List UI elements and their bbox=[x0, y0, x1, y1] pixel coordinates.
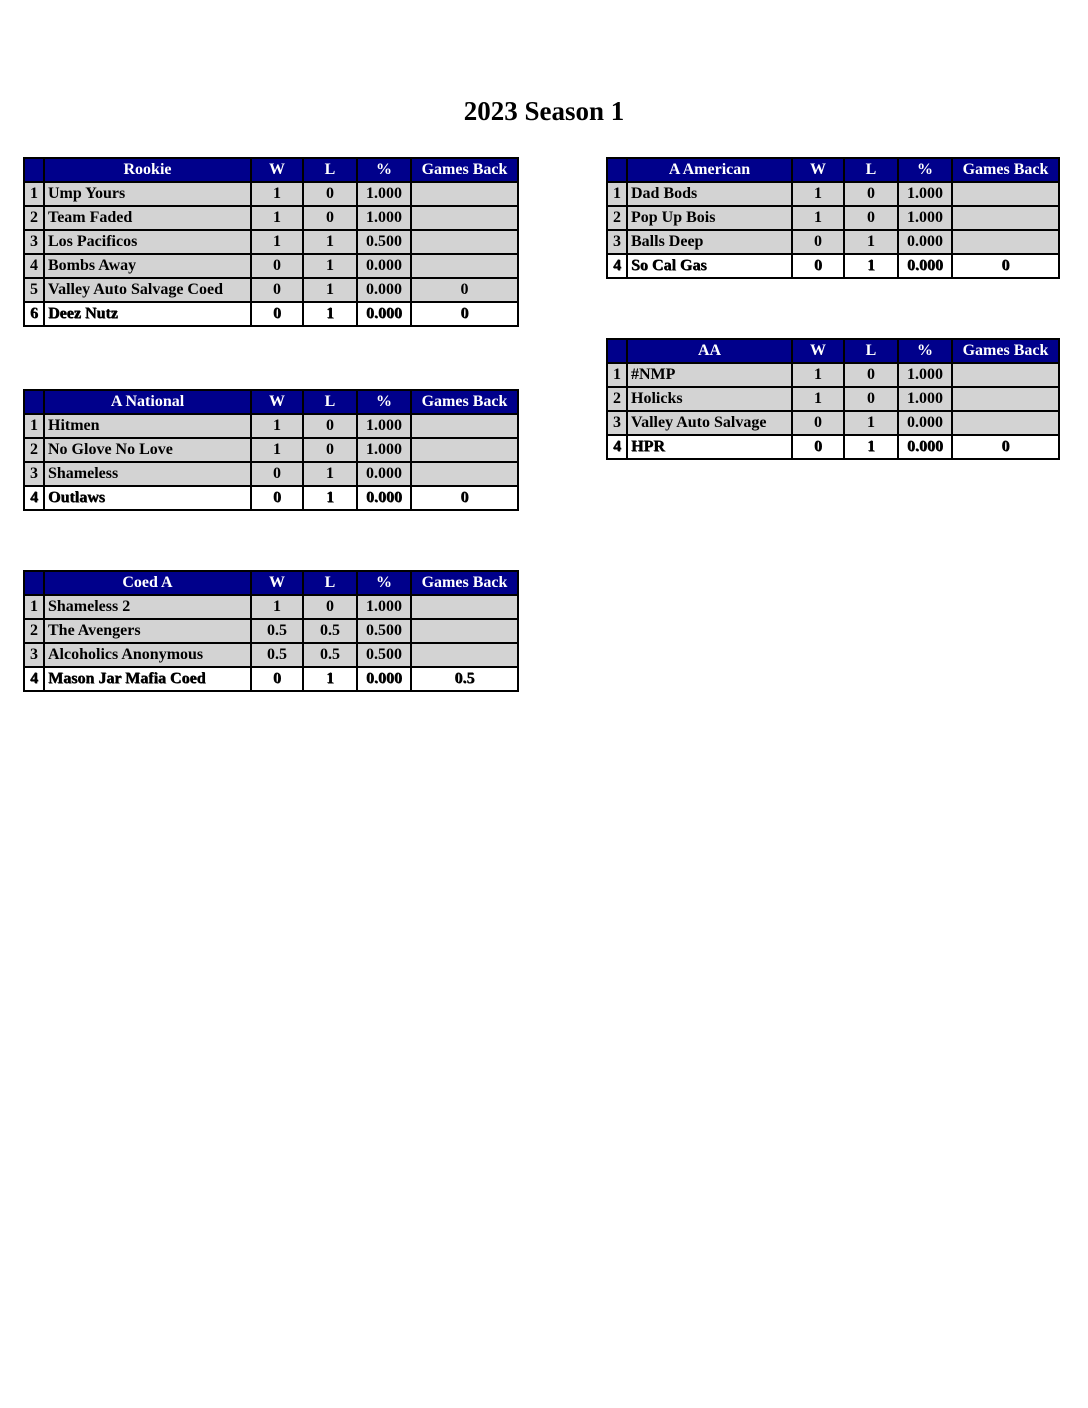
win-pct-cell: 1.000 bbox=[357, 595, 411, 619]
rank-cell: 1 bbox=[607, 363, 627, 387]
rank-header-cell bbox=[607, 339, 627, 363]
team-name-cell: Team Faded bbox=[44, 206, 251, 230]
team-row bbox=[607, 363, 1059, 387]
losses-cell: 1 bbox=[303, 230, 357, 254]
column-header-l: L bbox=[303, 158, 357, 182]
losses-cell: 1 bbox=[303, 667, 357, 691]
team-row bbox=[607, 182, 1059, 206]
standings-table-a-american bbox=[606, 157, 1060, 279]
team-row bbox=[24, 619, 518, 643]
column-header-w: W bbox=[792, 158, 844, 182]
team-row bbox=[24, 206, 518, 230]
wins-cell: 0 bbox=[792, 254, 844, 278]
column-header-pct: % bbox=[898, 158, 952, 182]
team-name-cell: The Avengers bbox=[44, 619, 251, 643]
losses-cell: 1 bbox=[844, 230, 898, 254]
team-row bbox=[24, 486, 518, 510]
team-name-cell: Pop Up Bois bbox=[627, 206, 792, 230]
losses-cell: 0 bbox=[303, 206, 357, 230]
team-name-cell: Holicks bbox=[627, 387, 792, 411]
rank-cell: 6 bbox=[24, 302, 44, 326]
win-pct-cell: 0.000 bbox=[898, 411, 952, 435]
wins-cell: 0 bbox=[251, 486, 303, 510]
team-name-cell: Bombs Away bbox=[44, 254, 251, 278]
column-header-l: L bbox=[844, 158, 898, 182]
team-row bbox=[24, 182, 518, 206]
wins-cell: 0 bbox=[251, 462, 303, 486]
win-pct-cell: 1.000 bbox=[357, 438, 411, 462]
team-row bbox=[24, 667, 518, 691]
column-header-games-back: Games Back bbox=[411, 158, 518, 182]
win-pct-cell: 0.000 bbox=[357, 462, 411, 486]
team-row bbox=[607, 254, 1059, 278]
games-back-cell: 0.5 bbox=[411, 667, 518, 691]
games-back-cell bbox=[411, 230, 518, 254]
column-header-l: L bbox=[303, 571, 357, 595]
column-header-games-back: Games Back bbox=[411, 390, 518, 414]
team-row bbox=[24, 302, 518, 326]
column-header-games-back: Games Back bbox=[952, 158, 1059, 182]
win-pct-cell: 0.500 bbox=[357, 619, 411, 643]
win-pct-cell: 0.000 bbox=[357, 486, 411, 510]
rank-header-cell bbox=[24, 158, 44, 182]
win-pct-cell: 0.500 bbox=[357, 643, 411, 667]
wins-cell: 1 bbox=[251, 438, 303, 462]
losses-cell: 1 bbox=[303, 254, 357, 278]
win-pct-cell: 1.000 bbox=[357, 206, 411, 230]
column-header-w: W bbox=[251, 158, 303, 182]
losses-cell: 0.5 bbox=[303, 643, 357, 667]
team-row bbox=[607, 435, 1059, 459]
team-name-cell: Shameless 2 bbox=[44, 595, 251, 619]
rank-cell: 2 bbox=[607, 387, 627, 411]
wins-cell: 0 bbox=[251, 302, 303, 326]
wins-cell: 0 bbox=[792, 411, 844, 435]
wins-cell: 0 bbox=[251, 254, 303, 278]
standings-table-aa bbox=[606, 338, 1060, 460]
team-row bbox=[24, 462, 518, 486]
wins-cell: 1 bbox=[251, 414, 303, 438]
games-back-cell: 0 bbox=[411, 278, 518, 302]
page-title: 2023 Season 1 bbox=[463, 96, 625, 126]
division-name: A National bbox=[44, 390, 251, 414]
team-row bbox=[24, 438, 518, 462]
wins-cell: 0.5 bbox=[251, 643, 303, 667]
games-back-cell bbox=[411, 438, 518, 462]
column-header-pct: % bbox=[898, 339, 952, 363]
team-name-cell: Shameless bbox=[44, 462, 251, 486]
losses-cell: 0 bbox=[844, 363, 898, 387]
rank-cell: 1 bbox=[607, 182, 627, 206]
games-back-cell bbox=[952, 230, 1059, 254]
team-name-cell: Los Pacificos bbox=[44, 230, 251, 254]
games-back-cell bbox=[952, 387, 1059, 411]
wins-cell: 0 bbox=[792, 230, 844, 254]
games-back-cell bbox=[411, 595, 518, 619]
games-back-cell bbox=[952, 206, 1059, 230]
games-back-cell bbox=[411, 643, 518, 667]
standings-table-coed-a bbox=[23, 570, 519, 692]
rank-cell: 1 bbox=[24, 595, 44, 619]
win-pct-cell: 1.000 bbox=[357, 414, 411, 438]
column-header-l: L bbox=[844, 339, 898, 363]
games-back-cell bbox=[411, 619, 518, 643]
games-back-cell: 0 bbox=[952, 254, 1059, 278]
rank-header-cell bbox=[24, 571, 44, 595]
games-back-cell bbox=[952, 182, 1059, 206]
column-header-l: L bbox=[303, 390, 357, 414]
losses-cell: 0 bbox=[844, 387, 898, 411]
team-row bbox=[607, 387, 1059, 411]
losses-cell: 0 bbox=[844, 206, 898, 230]
rank-header-cell bbox=[24, 390, 44, 414]
team-row bbox=[24, 595, 518, 619]
wins-cell: 1 bbox=[251, 230, 303, 254]
team-name-cell: Dad Bods bbox=[627, 182, 792, 206]
team-row bbox=[607, 230, 1059, 254]
losses-cell: 1 bbox=[844, 254, 898, 278]
losses-cell: 0 bbox=[303, 182, 357, 206]
team-row bbox=[24, 278, 518, 302]
rank-cell: 2 bbox=[24, 206, 44, 230]
losses-cell: 1 bbox=[303, 462, 357, 486]
team-row bbox=[24, 254, 518, 278]
games-back-cell: 0 bbox=[411, 486, 518, 510]
rank-cell: 2 bbox=[24, 438, 44, 462]
column-header-w: W bbox=[251, 390, 303, 414]
wins-cell: 0 bbox=[792, 435, 844, 459]
team-name-cell: No Glove No Love bbox=[44, 438, 251, 462]
team-name-cell: Ump Yours bbox=[44, 182, 251, 206]
division-name: AA bbox=[627, 339, 792, 363]
team-name-cell: So Cal Gas bbox=[627, 254, 792, 278]
team-name-cell: Alcoholics Anonymous bbox=[44, 643, 251, 667]
division-name: Rookie bbox=[44, 158, 251, 182]
losses-cell: 1 bbox=[303, 302, 357, 326]
rank-cell: 3 bbox=[607, 230, 627, 254]
wins-cell: 0 bbox=[251, 278, 303, 302]
win-pct-cell: 0.000 bbox=[357, 254, 411, 278]
wins-cell: 0.5 bbox=[251, 619, 303, 643]
standings-table-rookie bbox=[23, 157, 519, 327]
win-pct-cell: 0.000 bbox=[898, 230, 952, 254]
team-name-cell: Balls Deep bbox=[627, 230, 792, 254]
games-back-cell bbox=[411, 254, 518, 278]
losses-cell: 1 bbox=[844, 435, 898, 459]
losses-cell: 0 bbox=[303, 438, 357, 462]
column-header-pct: % bbox=[357, 158, 411, 182]
header-row bbox=[24, 158, 518, 182]
losses-cell: 0 bbox=[303, 595, 357, 619]
rank-cell: 4 bbox=[607, 254, 627, 278]
division-name: A American bbox=[627, 158, 792, 182]
header-row bbox=[607, 339, 1059, 363]
games-back-cell bbox=[952, 411, 1059, 435]
header-row bbox=[607, 158, 1059, 182]
win-pct-cell: 0.000 bbox=[357, 667, 411, 691]
team-row bbox=[24, 230, 518, 254]
rank-cell: 2 bbox=[607, 206, 627, 230]
rank-cell: 1 bbox=[24, 182, 44, 206]
division-name: Coed A bbox=[44, 571, 251, 595]
team-name-cell: #NMP bbox=[627, 363, 792, 387]
rank-cell: 1 bbox=[24, 414, 44, 438]
column-header-games-back: Games Back bbox=[952, 339, 1059, 363]
win-pct-cell: 0.000 bbox=[898, 254, 952, 278]
column-header-w: W bbox=[251, 571, 303, 595]
win-pct-cell: 1.000 bbox=[898, 363, 952, 387]
team-row bbox=[24, 414, 518, 438]
win-pct-cell: 0.500 bbox=[357, 230, 411, 254]
team-name-cell: Mason Jar Mafia Coed bbox=[44, 667, 251, 691]
win-pct-cell: 1.000 bbox=[898, 387, 952, 411]
team-name-cell: Deez Nutz bbox=[44, 302, 251, 326]
losses-cell: 1 bbox=[844, 411, 898, 435]
games-back-cell: 0 bbox=[411, 302, 518, 326]
team-row bbox=[607, 206, 1059, 230]
wins-cell: 0 bbox=[251, 667, 303, 691]
team-name-cell: Valley Auto Salvage bbox=[627, 411, 792, 435]
wins-cell: 1 bbox=[792, 387, 844, 411]
team-name-cell: Outlaws bbox=[44, 486, 251, 510]
team-row bbox=[607, 411, 1059, 435]
rank-cell: 5 bbox=[24, 278, 44, 302]
win-pct-cell: 1.000 bbox=[357, 182, 411, 206]
column-header-pct: % bbox=[357, 390, 411, 414]
win-pct-cell: 0.000 bbox=[898, 435, 952, 459]
wins-cell: 1 bbox=[792, 182, 844, 206]
win-pct-cell: 0.000 bbox=[357, 302, 411, 326]
games-back-cell bbox=[411, 206, 518, 230]
rank-cell: 4 bbox=[24, 667, 44, 691]
games-back-cell bbox=[952, 363, 1059, 387]
rank-header-cell bbox=[607, 158, 627, 182]
games-back-cell bbox=[411, 414, 518, 438]
wins-cell: 1 bbox=[792, 206, 844, 230]
rank-cell: 4 bbox=[24, 254, 44, 278]
team-name-cell: Hitmen bbox=[44, 414, 251, 438]
rank-cell: 3 bbox=[24, 230, 44, 254]
standings-table-a-national bbox=[23, 389, 519, 511]
wins-cell: 1 bbox=[792, 363, 844, 387]
rank-cell: 3 bbox=[24, 643, 44, 667]
win-pct-cell: 1.000 bbox=[898, 206, 952, 230]
rank-cell: 3 bbox=[24, 462, 44, 486]
win-pct-cell: 1.000 bbox=[898, 182, 952, 206]
wins-cell: 1 bbox=[251, 595, 303, 619]
losses-cell: 0.5 bbox=[303, 619, 357, 643]
header-row bbox=[24, 390, 518, 414]
rank-cell: 4 bbox=[24, 486, 44, 510]
games-back-cell bbox=[411, 182, 518, 206]
wins-cell: 1 bbox=[251, 182, 303, 206]
column-header-pct: % bbox=[357, 571, 411, 595]
win-pct-cell: 0.000 bbox=[357, 278, 411, 302]
rank-cell: 2 bbox=[24, 619, 44, 643]
rank-cell: 4 bbox=[607, 435, 627, 459]
team-row bbox=[24, 643, 518, 667]
losses-cell: 0 bbox=[303, 414, 357, 438]
losses-cell: 0 bbox=[844, 182, 898, 206]
column-header-games-back: Games Back bbox=[411, 571, 518, 595]
column-header-w: W bbox=[792, 339, 844, 363]
wins-cell: 1 bbox=[251, 206, 303, 230]
header-row bbox=[24, 571, 518, 595]
games-back-cell: 0 bbox=[952, 435, 1059, 459]
team-name-cell: Valley Auto Salvage Coed bbox=[44, 278, 251, 302]
rank-cell: 3 bbox=[607, 411, 627, 435]
games-back-cell bbox=[411, 462, 518, 486]
team-name-cell: HPR bbox=[627, 435, 792, 459]
losses-cell: 1 bbox=[303, 486, 357, 510]
losses-cell: 1 bbox=[303, 278, 357, 302]
